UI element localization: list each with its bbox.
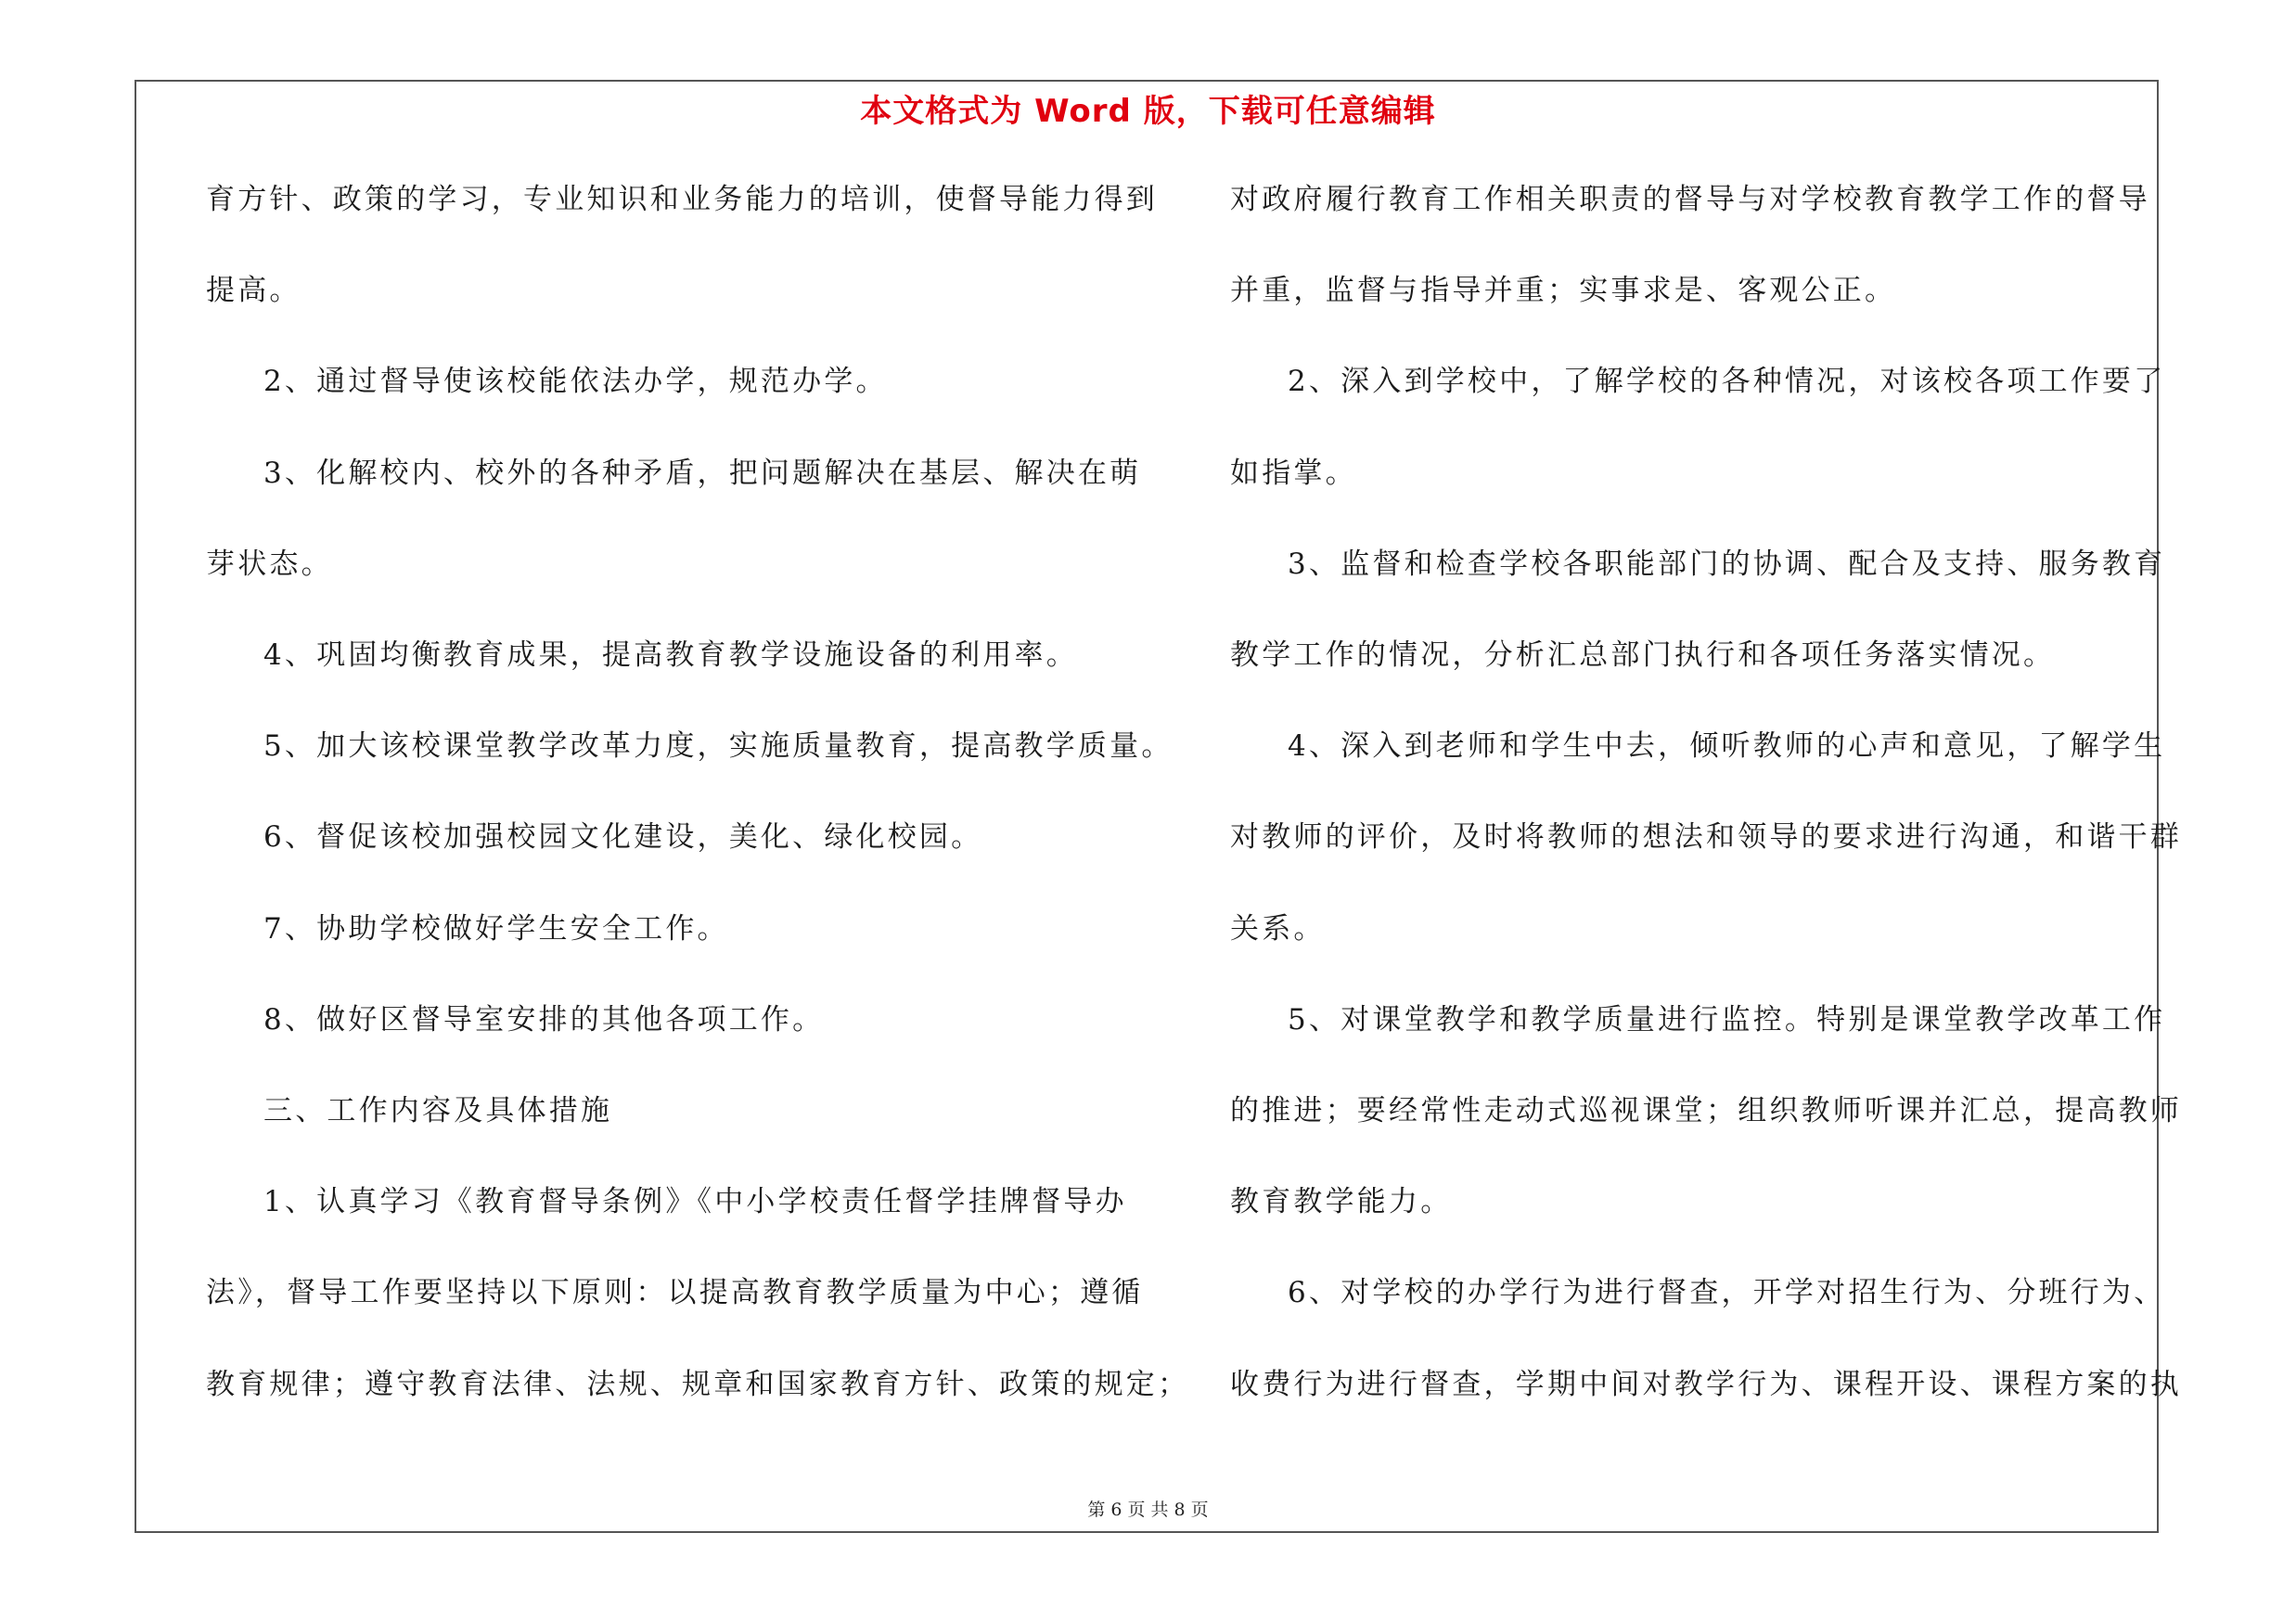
text-line: 收费行为进行督查，学期中间对教学行为、课程开设、课程方案的执 xyxy=(1230,1367,2182,1401)
text-line: 芽状态。 xyxy=(206,547,333,581)
text-line: 关系。 xyxy=(1230,911,1326,946)
text-line: 7、协助学校做好学生安全工作。 xyxy=(263,911,729,946)
page-number: 第 6 页 共 8 页 xyxy=(1087,1500,1209,1520)
text-line: 教育教学能力。 xyxy=(1230,1185,1453,1219)
text-line: 对政府履行教育工作相关职责的督导与对学校教育教学工作的督导 xyxy=(1230,183,2150,216)
text-line: 4、巩固均衡教育成果，提高教育教学设施设备的利用率。 xyxy=(263,638,1078,672)
text-line: 3、化解校内、校外的各种矛盾，把问题解决在基层、解决在萌 xyxy=(263,456,1142,490)
text-line: 法》，督导工作要坚持以下原则：以提高教育教学质量为中心；遵循 xyxy=(206,1276,1144,1310)
text-line: 育方针、政策的学习，专业知识和业务能力的培训，使督导能力得到 xyxy=(206,183,1158,216)
text-line: 并重，监督与指导并重；实事求是、客观公正。 xyxy=(1230,274,1897,308)
text-line: 三、工作内容及具体措施 xyxy=(263,1094,613,1127)
text-line: 5、对课堂教学和教学质量进行监控。特别是课堂教学改革工作 xyxy=(1288,1002,2166,1037)
text-line: 教育规律；遵守教育法律、法规、规章和国家教育方针、政策的规定； xyxy=(206,1367,1190,1401)
text-line: 教学工作的情况，分析汇总部门执行和各项任务落实情况。 xyxy=(1230,638,2056,672)
text-line: 对教师的评价，及时将教师的想法和领导的要求进行沟通，和谐干群 xyxy=(1230,820,2182,855)
text-line: 8、做好区督导室安排的其他各项工作。 xyxy=(263,1002,825,1037)
text-line: 4、深入到老师和学生中去，倾听教师的心声和意见，了解学生 xyxy=(1288,729,2166,764)
text-line: 1、认真学习《教育督导条例》《中小学校责任督学挂牌督导办 xyxy=(263,1185,1127,1219)
text-line: 如指掌。 xyxy=(1230,456,1357,490)
text-line: 6、督促该校加强校园文化建设，美化、绿化校园。 xyxy=(263,820,983,855)
text-line: 5、加大该校课堂教学改革力度，实施质量教育，提高教学质量。 xyxy=(263,729,1174,764)
text-line: 6、对学校的办学行为进行督查，开学对招生行为、分班行为、 xyxy=(1288,1276,2166,1310)
text-line: 3、监督和检查学校各职能部门的协调、配合及支持、服务教育 xyxy=(1288,547,2166,581)
header-banner: 本文格式为 Word 版，下载可任意编辑 xyxy=(860,93,1436,130)
text-line: 2、深入到学校中，了解学校的各种情况，对该校各项工作要了 xyxy=(1288,365,2166,399)
text-line: 提高。 xyxy=(206,274,301,308)
text-line: 2、通过督导使该校能依法办学，规范办学。 xyxy=(263,365,888,399)
text-line: 的推进；要经常性走动式巡视课堂；组织教师听课并汇总，提高教师 xyxy=(1230,1094,2182,1127)
